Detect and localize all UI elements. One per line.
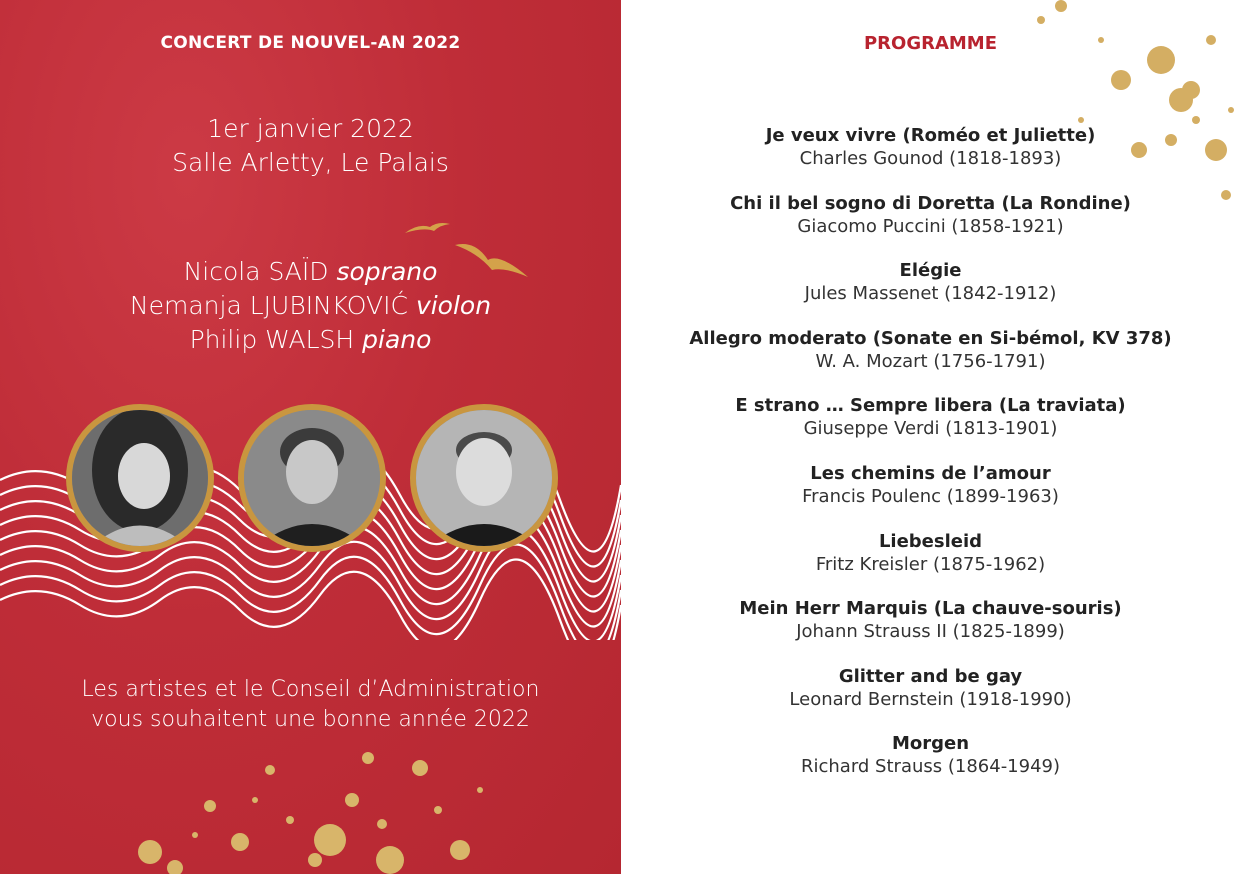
wishes-line-2: vous souhaitent une bonne année 2022 bbox=[91, 707, 530, 732]
piece-composer: Jules Massenet (1842-1912) bbox=[804, 283, 1057, 305]
performer-role: soprano bbox=[336, 257, 438, 286]
gold-splatter-decoration bbox=[120, 740, 500, 874]
programme-item bbox=[621, 462, 1240, 530]
portrait-soprano bbox=[66, 404, 214, 552]
piece-title: Mein Herr Marquis (La chauve-souris) bbox=[739, 598, 1122, 620]
portrait-violinist bbox=[238, 404, 386, 552]
date-venue-block bbox=[0, 112, 621, 180]
piece-title: Elégie bbox=[899, 260, 962, 282]
piece-composer: Francis Poulenc (1899-1963) bbox=[802, 485, 1059, 507]
programme-title: PROGRAMME bbox=[863, 33, 998, 54]
piece-title: Liebesleid bbox=[878, 530, 983, 552]
piece-composer: Richard Strauss (1864-1949) bbox=[800, 756, 1061, 778]
programme-item bbox=[621, 665, 1240, 733]
wishes-message bbox=[0, 675, 621, 735]
piece-title: Les chemins de l’amour bbox=[810, 462, 1051, 484]
concert-title: CONCERT DE NOUVEL-AN 2022 bbox=[160, 33, 461, 53]
concert-venue: Salle Arletty, Le Palais bbox=[172, 148, 449, 177]
performer-name: Philip WALSH bbox=[189, 325, 355, 354]
performer-name: Nemanja LJUBINKOVIĆ bbox=[129, 291, 408, 320]
performer-line bbox=[0, 255, 621, 289]
piece-title: E strano … Sempre libera (La traviata) bbox=[735, 395, 1126, 417]
piece-composer: Johann Strauss II (1825-1899) bbox=[796, 621, 1065, 643]
programme-item bbox=[621, 192, 1240, 260]
piece-composer: W. A. Mozart (1756-1791) bbox=[815, 350, 1046, 372]
portrait-pianist bbox=[410, 404, 558, 552]
concert-date: 1er janvier 2022 bbox=[207, 114, 414, 143]
piece-title: Chi il bel sogno di Doretta (La Rondine) bbox=[730, 192, 1131, 214]
programme-item bbox=[621, 327, 1240, 395]
programme-item bbox=[621, 530, 1240, 598]
performer-name: Nicola SAÏD bbox=[183, 257, 329, 286]
piece-composer: Giuseppe Verdi (1813-1901) bbox=[803, 418, 1058, 440]
programme-item bbox=[621, 597, 1240, 665]
performers-block bbox=[0, 255, 621, 357]
programme-item bbox=[621, 259, 1240, 327]
wishes-line-1: Les artistes et le Conseil d’Administration bbox=[81, 677, 540, 702]
piece-title: Morgen bbox=[891, 733, 970, 755]
piece-composer: Charles Gounod (1818-1893) bbox=[799, 148, 1062, 169]
programme-item bbox=[621, 732, 1240, 800]
piece-title: Allegro moderato (Sonate en Si-bémol, KV 378) bbox=[689, 327, 1172, 349]
programme-item bbox=[621, 394, 1240, 462]
piece-title: Glitter and be gay bbox=[838, 665, 1023, 687]
programme-item bbox=[621, 124, 1240, 192]
piece-composer: Fritz Kreisler (1875-1962) bbox=[815, 553, 1046, 575]
performer-role: violon bbox=[415, 291, 492, 320]
performer-line bbox=[0, 323, 621, 357]
programme-list bbox=[621, 124, 1240, 800]
piece-composer: Giacomo Puccini (1858-1921) bbox=[797, 215, 1064, 237]
performer-line bbox=[0, 289, 621, 323]
performer-role: piano bbox=[362, 325, 432, 354]
piece-composer: Leonard Bernstein (1918-1990) bbox=[789, 688, 1072, 710]
piece-title: Je veux vivre (Roméo et Juliette) bbox=[765, 125, 1096, 146]
